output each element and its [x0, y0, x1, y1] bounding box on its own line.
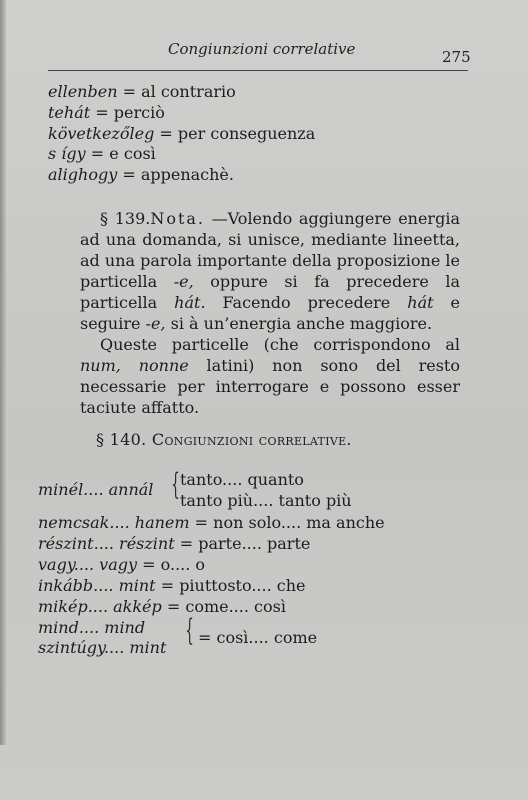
hungarian-term: alighogy [48, 165, 118, 184]
hungarian-term: mind.... mind [38, 618, 146, 637]
equals-sign: = [142, 555, 156, 574]
equals-sign: = [198, 628, 212, 647]
equals-sign: = [95, 103, 109, 122]
header-rule [48, 70, 468, 71]
equals-sign: = [159, 124, 173, 143]
hungarian-term: vagy.... vagy [38, 555, 138, 574]
vocab-entry [48, 126, 315, 142]
section-title: Congiunzioni correlative. [151, 430, 352, 449]
hungarian-term: nemcsak.... hanem [38, 513, 190, 532]
correlative-entry [38, 599, 286, 615]
italian-translation: appenachè. [140, 165, 234, 184]
hungarian-term: minél.... annál [38, 480, 154, 499]
hungarian-term: következőleg [48, 124, 155, 143]
vocab-entry [48, 146, 156, 162]
italian-translation: al contrario [141, 82, 236, 101]
running-header: Congiunzioni correlative [168, 40, 356, 58]
section-number: § 140. [96, 430, 147, 449]
brace: } [185, 613, 194, 648]
italian-translation: e così [109, 144, 156, 163]
note-paragraph-2: Queste particelle (che corrispondono al num, nonne latini) non sono del resto necessarie per interrogare e possono esser taciute affatto. [80, 335, 460, 417]
note-label: Nota. [150, 209, 206, 228]
italian-translation: perciò [113, 103, 165, 122]
equals-sign: = [166, 597, 181, 616]
equals-sign: = [160, 576, 175, 595]
vocab-entry [48, 84, 236, 100]
hungarian-term: s így [48, 144, 86, 163]
page-edge-shadow [0, 0, 6, 745]
hungarian-term: tehát [48, 103, 91, 122]
italian-translation: come.... così [185, 597, 286, 616]
note-paragraph-1: § 139.Nota. —Volendo aggiungere energia ad una domanda, si unisce, mediante lineetta, ad una parola importante della proposizione le particella -e, oppure si fa precedere la particella hát. Facendo precedere hát e seguire -e, si à un’energia anche maggiore. [80, 209, 461, 333]
equals-sign: = [194, 513, 209, 532]
vocab-entry [48, 105, 165, 121]
italian-translation: tanto.... quanto [180, 470, 304, 489]
brace: { [171, 467, 180, 502]
equals-sign: = [179, 534, 194, 553]
note-paragraph [80, 208, 460, 418]
italian-translation: per conseguenza [177, 124, 316, 143]
correlative-entry [38, 515, 385, 531]
hungarian-term: ellenben [48, 82, 118, 101]
vocab-entry [48, 167, 234, 183]
italian-translation: così.... come [216, 628, 318, 647]
italian-translation: o.... o [160, 555, 206, 574]
section-number: § 139. [100, 209, 151, 228]
page-number: 275 [442, 48, 471, 66]
correlative-translation [198, 630, 317, 646]
equals-sign: = [122, 165, 136, 184]
italian-translation: parte.... parte [198, 534, 311, 553]
italian-translation: non solo.... ma anche [213, 513, 385, 532]
equals-sign: = [122, 82, 136, 101]
hungarian-term: részint.... részint [38, 534, 175, 553]
correlative-entry [38, 578, 306, 594]
section-heading [96, 430, 352, 449]
correlative-entry [38, 557, 205, 573]
hungarian-term: inkább.... mint [38, 576, 156, 595]
italian-translation: piuttosto.... che [179, 576, 306, 595]
equals-sign: = [90, 144, 105, 163]
correlative-entry [38, 536, 310, 552]
italian-translation: tanto più.... tanto più [180, 491, 352, 510]
hungarian-term: szintúgy.... mint [38, 638, 167, 657]
hungarian-term: mikép.... akkép [38, 597, 162, 616]
